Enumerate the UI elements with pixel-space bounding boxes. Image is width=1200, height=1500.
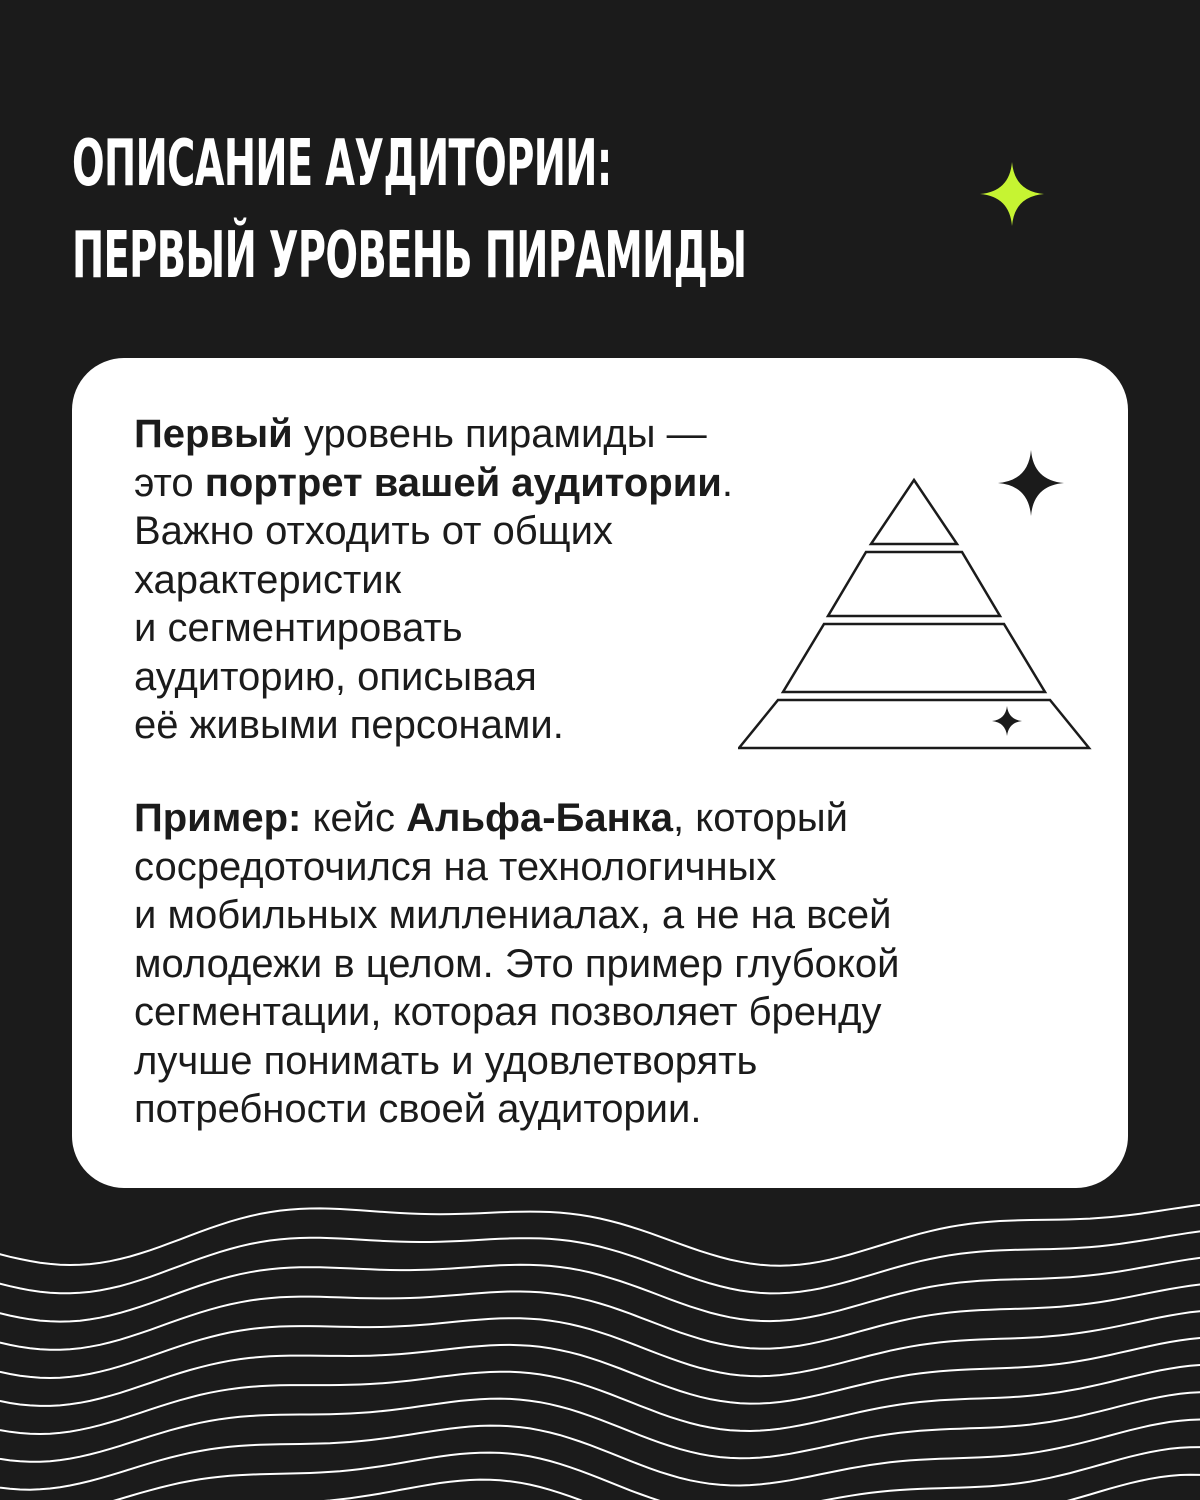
paragraph-line: аудиторию, описывая: [134, 654, 537, 699]
sparkle-icon: [976, 158, 1048, 230]
wave-line: [0, 1392, 1200, 1462]
paragraph-line: Важно отходить от общих: [134, 509, 613, 553]
sparkle-icon: [996, 448, 1066, 518]
example-paragraph: [134, 794, 899, 1134]
plain-text: .: [721, 460, 734, 505]
paragraph-line: характеристик: [134, 557, 402, 602]
plain-text: , который: [673, 796, 849, 840]
paragraph-line: лучше понимать и удовлетворять: [134, 1038, 758, 1083]
plain-text: уровень пирамиды —: [292, 412, 707, 456]
paragraph-line: сосредоточился на технологичных: [134, 844, 777, 889]
emphasis-text: Альфа-Банка: [406, 796, 674, 840]
small-sparkle-icon: [992, 706, 1022, 736]
paragraph-line: [134, 410, 733, 459]
plain-text: это: [134, 460, 205, 505]
pyramid-tier-3: [783, 624, 1045, 692]
title-line-1: ОПИСАНИЕ АУДИТОРИИ:: [72, 127, 612, 201]
paragraph-line: сегментации, которая позволяет бренду: [134, 990, 882, 1034]
definition-paragraph: [134, 410, 733, 750]
wave-line: [0, 1204, 1200, 1266]
paragraph-line: её живыми персонами.: [134, 703, 564, 747]
paragraph-line: [134, 794, 899, 843]
paragraph-line: молодежи в целом. Это пример глубокой: [134, 941, 900, 986]
paragraph-line: [134, 459, 733, 508]
title-line-2: ПЕРВЫЙ УРОВЕНЬ ПИРАМИДЫ: [72, 219, 747, 293]
emphasis-text: Первый: [134, 412, 293, 456]
info-card: [72, 358, 1128, 1188]
pyramid-tier-4: [739, 700, 1089, 748]
paragraph-line: потребности своей аудитории.: [134, 1087, 702, 1131]
pyramid-tier-2: [828, 552, 1000, 616]
paragraph-line: и сегментировать: [134, 606, 463, 650]
emphasis-text: Пример:: [134, 796, 302, 840]
paragraph-line: и мобильных миллениалах, а не на всей: [134, 893, 892, 937]
wave-line: [0, 1365, 1200, 1434]
wave-lines: [0, 1200, 1200, 1500]
pyramid-tier-1: [871, 480, 957, 544]
emphasis-text: портрет вашей аудитории: [204, 460, 722, 505]
plain-text: кейс: [301, 796, 407, 840]
page-title: [72, 118, 747, 302]
